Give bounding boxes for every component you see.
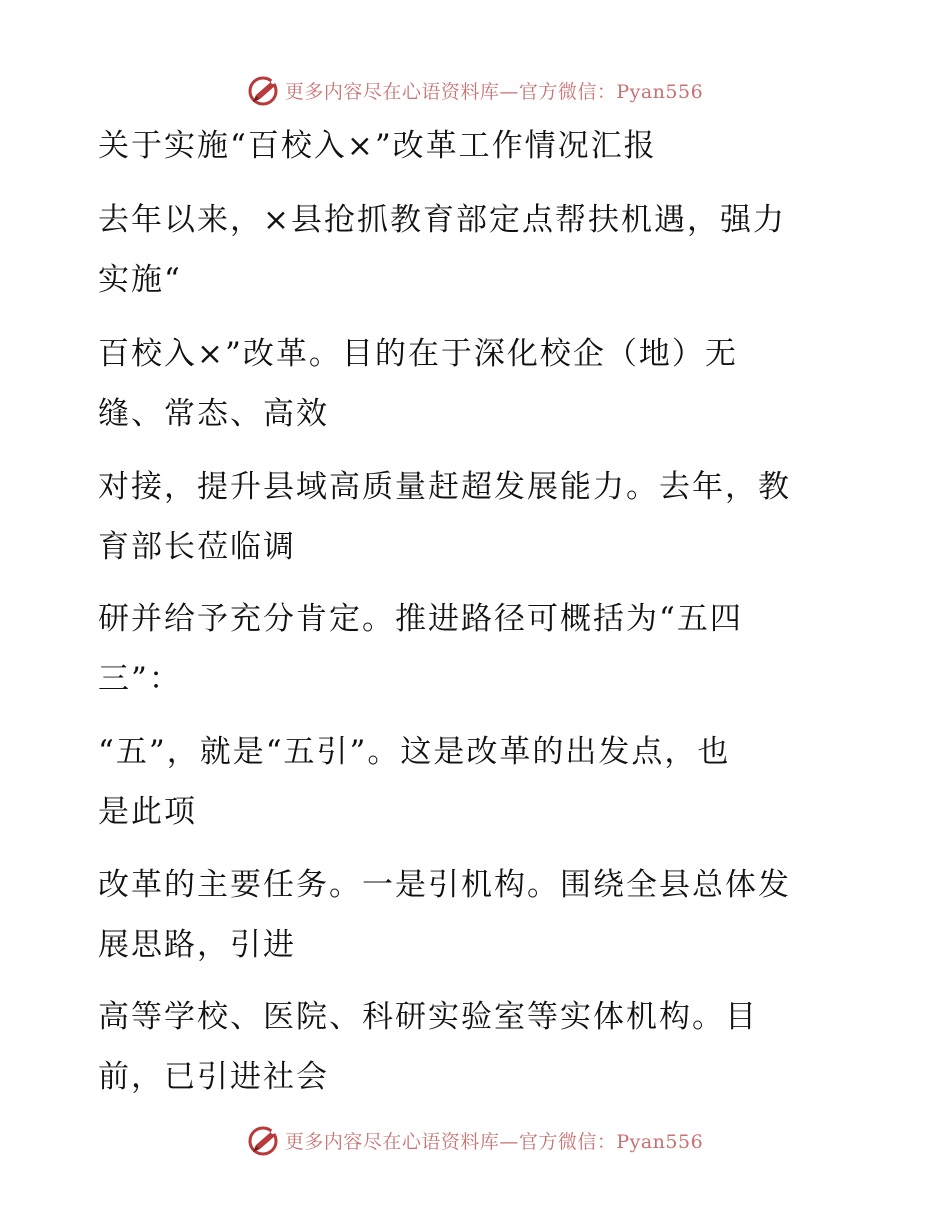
pen-logo-icon — [247, 73, 281, 107]
pen-logo-icon — [247, 1123, 281, 1157]
paragraph-line: 缝、常态、高效 — [98, 396, 329, 432]
banner-text: 更多内容尽在心语资料库—官方微信：Pyan556 — [284, 80, 704, 103]
paragraph-line: 三”： — [98, 661, 182, 697]
paragraph-line: 育部长莅临调 — [98, 529, 296, 565]
document-title: 关于实施“百校入×”改革工作情况汇报 — [98, 128, 657, 164]
paragraph-line: 百校入×”改革。目的在于深化校企（地）无 — [98, 336, 738, 372]
paragraph-line: 前，已引进社会 — [98, 1059, 329, 1095]
paragraph-line: 对接，提升县域高质量赶超发展能力。去年，教 — [98, 469, 791, 505]
paragraph-line: 高等学校、医院、科研实验室等实体机构。目 — [98, 999, 758, 1035]
footer-watermark-banner — [0, 1120, 950, 1160]
header-watermark-banner — [0, 70, 950, 110]
banner-text: 更多内容尽在心语资料库—官方微信：Pyan556 — [284, 1130, 704, 1153]
paragraph-line: 是此项 — [98, 794, 197, 830]
paragraph-line: 展思路，引进 — [98, 927, 296, 963]
paragraph-line: 去年以来，×县抢抓教育部定点帮扶机遇，强力 — [98, 202, 786, 238]
paragraph-line: “五”，就是“五引”。这是改革的出发点，也 — [98, 734, 731, 770]
paragraph-line: 改革的主要任务。一是引机构。围绕全县总体发 — [98, 867, 791, 903]
paragraph-line: 实施“ — [98, 262, 182, 298]
paragraph-line: 研并给予充分肯定。推进路径可概括为“五四 — [98, 601, 743, 637]
